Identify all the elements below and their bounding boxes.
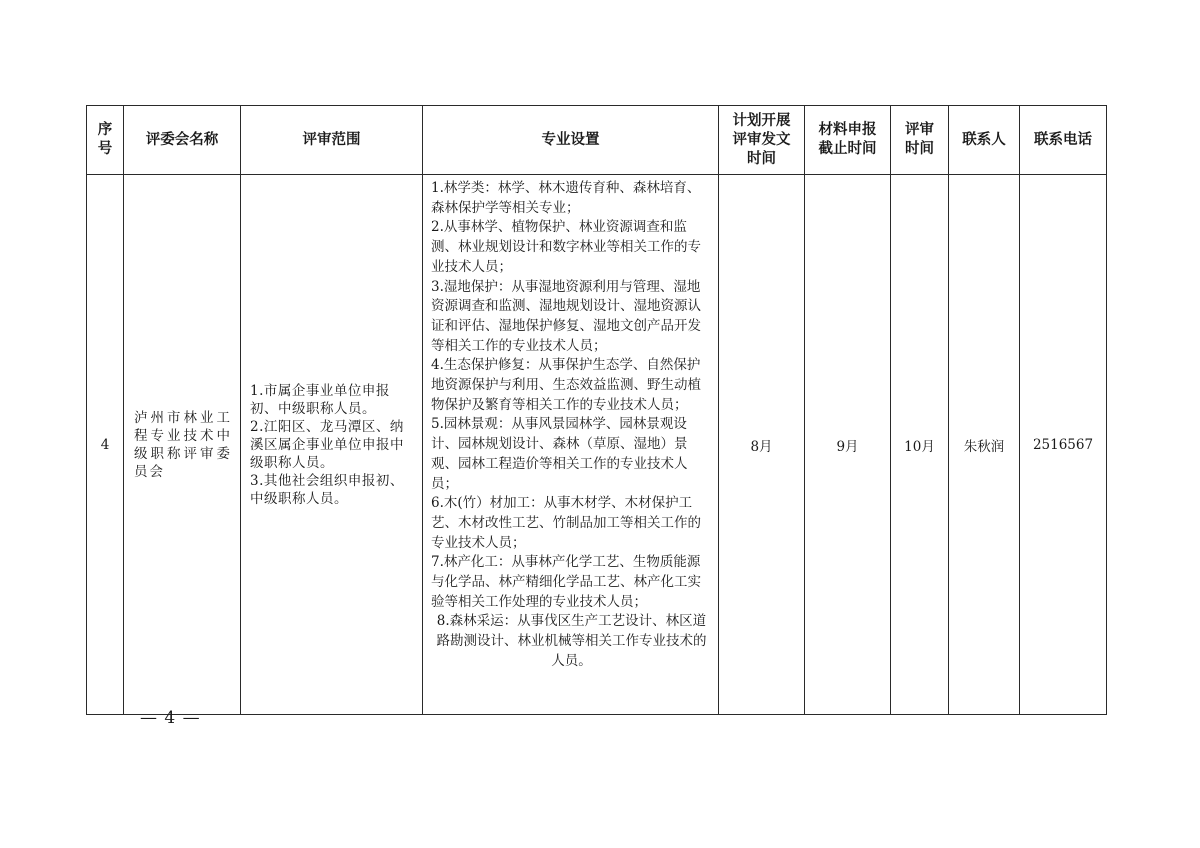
table-row (87, 175, 1107, 715)
header-deadline: 材料申报截止时间 (805, 106, 891, 175)
header-contact: 联系人 (949, 106, 1020, 175)
header-seq: 序号 (87, 106, 124, 175)
row-review-time: 10月 (891, 175, 949, 715)
header-review-time: 评审时间 (891, 106, 949, 175)
header-scope: 评审范围 (241, 106, 423, 175)
major-item: 6.木(竹）材加工：从事木材学、木材保护工艺、木材改性工艺、竹制品加工等相关工作的专业技术人员； (431, 495, 701, 551)
major-item: 3.湿地保护：从事湿地资源利用与管理、湿地资源调查和监测、湿地规划设计、湿地资源认证和评估、湿地保护修复、湿地文创产品开发等相关工作的专业技术人员； (431, 278, 701, 354)
evaluation-committee-table (86, 105, 1107, 715)
major-item: 5.园林景观：从事风景园林学、园林景观设计、园林规划设计、森林（草原、湿地）景观、园林工程造价等相关工作的专业技术人员； (431, 416, 688, 492)
scope-item: 2.江阳区、龙马潭区、纳溪区属企事业单位申报中级职称人员。 (250, 418, 404, 471)
row-plan-time: 8月 (719, 175, 805, 715)
table-header-row (87, 106, 1107, 175)
major-item: 4.生态保护修复：从事保护生态学、自然保护地资源保护与利用、生态效益监测、野生动植物保护及繁育等相关工作的专业技术人员； (431, 357, 701, 413)
row-phone: 2516567 (1020, 175, 1107, 715)
major-item: 1.林学类：林学、林木遗传育种、森林培育、森林保护学等相关专业； (431, 180, 701, 216)
row-scope (241, 175, 423, 715)
scope-item: 3.其他社会组织申报初、中级职称人员。 (250, 472, 404, 507)
row-committee-name: 泸州市林业工程专业技术中级职称评审委员会 (124, 175, 241, 715)
row-deadline: 9月 (805, 175, 891, 715)
major-item: 2.从事林学、植物保护、林业资源调查和监测、林业规划设计和数字林业等相关工作的专业技术人员； (431, 219, 701, 275)
header-committee: 评委会名称 (124, 106, 241, 175)
scope-item: 1.市属企事业单位申报初、中级职称人员。 (250, 382, 390, 417)
header-phone: 联系电话 (1020, 106, 1107, 175)
header-majors: 专业设置 (423, 106, 719, 175)
row-contact: 朱秋润 (949, 175, 1020, 715)
header-plan-time: 计划开展评审发文时间 (719, 106, 805, 175)
page-number: — 4 — (140, 708, 201, 728)
major-item: 8.森林采运：从事伐区生产工艺设计、林区道路勘测设计、林业机械等相关工作专业技术的人员。 (436, 613, 707, 669)
row-seq: 4 (87, 175, 124, 715)
row-majors (423, 175, 719, 715)
major-item: 7.林产化工：从事林产化学工艺、生物质能源与化学品、林产精细化学品工艺、林产化工实验等相关工作处理的专业技术人员； (431, 554, 701, 610)
